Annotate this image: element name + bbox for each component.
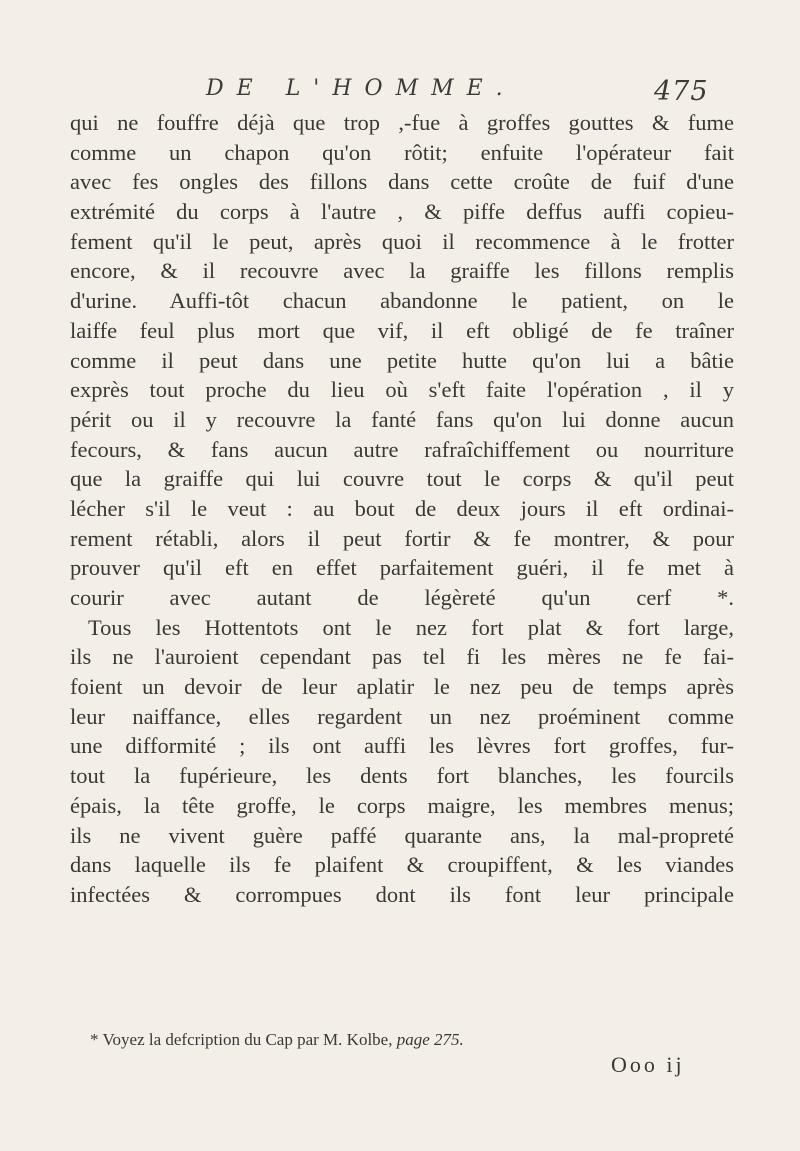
- text-line: courir avec autant de légèreté qu'un cerf *.: [70, 585, 734, 610]
- text-line: rement rétabli, alors il peut fortir & fe montrer, & pour: [70, 525, 734, 551]
- running-head: DE L'HOMME.: [206, 76, 516, 101]
- text-line: prouver qu'il eft en effet parfaitement guéri, il fe met à: [70, 555, 734, 581]
- text-line: d'urine. Auffi-tôt chacun abandonne le patient, on le: [70, 288, 734, 314]
- text-line: encore, & il recouvre avec la graiffe les fillons remplis: [70, 258, 734, 284]
- footnote-page-ref: page 275.: [396, 1030, 464, 1049]
- text-line: une difformité ; ils ont auffi les lèvres fort groffes, fur-: [70, 733, 734, 759]
- text-line: fement qu'il le peut, après quoi il recommence à le frotter: [70, 228, 734, 254]
- text-line: ils ne vivent guère paffé quarante ans, la mal-propreté: [70, 822, 734, 848]
- page-number: 475: [654, 76, 709, 107]
- text-line: dans laquelle ils fe plaifent & croupiffent, & les viandes: [70, 852, 734, 878]
- text-line: ils ne l'auroient cependant pas tel fi les mères ne fe fai-: [70, 644, 734, 670]
- text-line: que la graiffe qui lui couvre tout le corps & qu'il peut: [70, 466, 734, 492]
- text-line: lécher s'il le veut : au bout de deux jours il eft ordinai-: [70, 495, 734, 521]
- signature-mark: Ooo ij: [611, 1052, 685, 1077]
- text-line: laiffe feul plus mort que vif, il eft obligé de fe traîner: [70, 317, 734, 343]
- body-text: [70, 108, 734, 910]
- text-line: qui ne fouffre déjà que trop ,-fue à groffes gouttes & fume: [70, 110, 734, 135]
- text-line: comme il peut dans une petite hutte qu'on lui a bâtie: [70, 347, 734, 373]
- text-line: exprès tout proche du lieu où s'eft faite l'opération , il y: [70, 377, 734, 403]
- text-line: infectées & corrompues dont ils font leur principale: [70, 881, 734, 907]
- text-line: comme un chapon qu'on rôtit; enfuite l'opérateur fait: [70, 139, 734, 165]
- footnote: [90, 1030, 464, 1050]
- text-line: avec fes ongles des fillons dans cette croûte de fuif d'une: [70, 169, 734, 195]
- text-line: tout la fupérieure, les dents fort blanches, les fourcils: [70, 763, 734, 789]
- text-line: périt ou il y recouvre la fanté fans qu'on lui donne aucun: [70, 406, 734, 432]
- text-line: Tous les Hottentots ont le nez fort plat & fort large,: [88, 614, 734, 640]
- text-line: fecours, & fans aucun autre rafraîchiffement ou nourriture: [70, 436, 734, 462]
- text-line: leur naiffance, elles regardent un nez proéminent comme: [70, 703, 734, 729]
- text-line: épais, la tête groffe, le corps maigre, les membres menus;: [70, 792, 734, 818]
- text-line: foient un devoir de leur aplatir le nez peu de temps après: [70, 674, 734, 700]
- footnote-text: * Voyez la defcription du Cap par M. Kolbe,: [90, 1030, 393, 1049]
- text-line: extrémité du corps à l'autre , & piffe deffus auffi copieu-: [70, 199, 734, 225]
